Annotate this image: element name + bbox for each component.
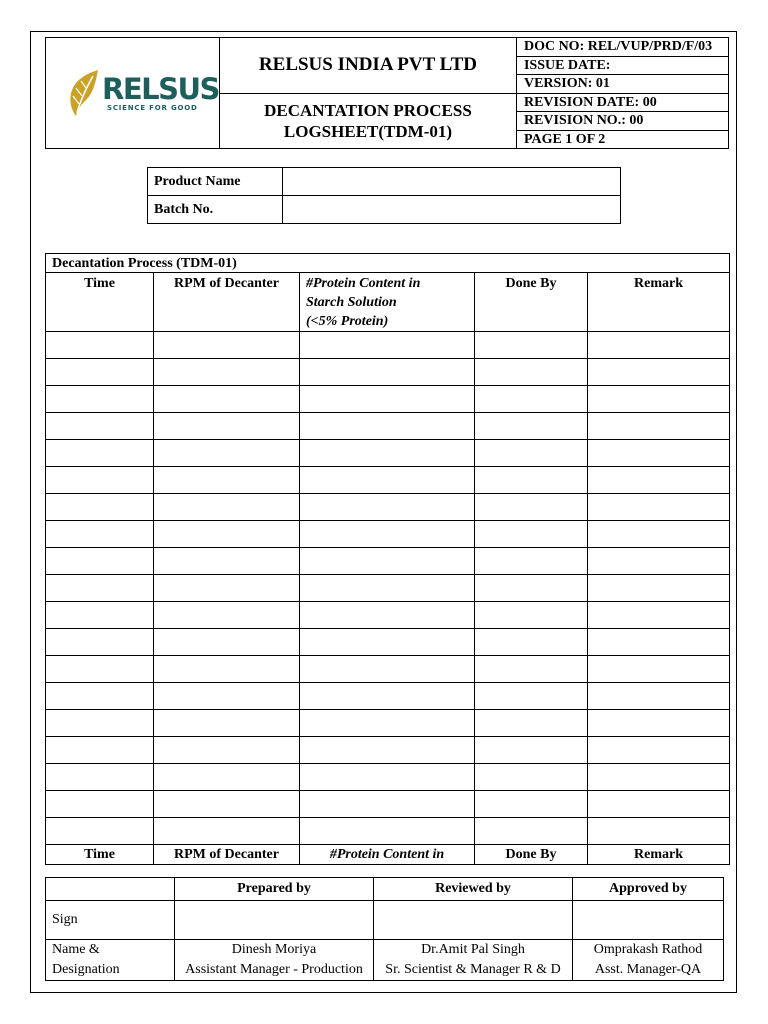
log-cell-remark[interactable] <box>588 737 730 764</box>
logo-cell <box>46 38 220 149</box>
log-cell-protein[interactable] <box>300 764 475 791</box>
log-cell-remark[interactable] <box>588 359 730 386</box>
product-info-table <box>147 167 621 224</box>
logo-name: RELSUS <box>102 72 219 106</box>
batch-no-field[interactable] <box>283 196 621 224</box>
approved-designation: Asst. Manager-QA <box>594 962 702 977</box>
log-cell-time[interactable] <box>46 629 154 656</box>
log-row <box>46 521 730 548</box>
log-cell-rpm[interactable] <box>154 332 300 359</box>
log-cell-rpm[interactable] <box>154 440 300 467</box>
log-cell-done-by[interactable] <box>475 575 588 602</box>
product-name-field[interactable] <box>283 168 621 196</box>
log-cell-time[interactable] <box>46 467 154 494</box>
reviewed-name: Dr.Amit Pal Singh <box>421 942 525 957</box>
foot-protein: #Protein Content in <box>300 845 475 865</box>
log-row <box>46 818 730 845</box>
log-row <box>46 791 730 818</box>
log-cell-done-by[interactable] <box>475 656 588 683</box>
log-cell-time[interactable] <box>46 440 154 467</box>
log-row <box>46 494 730 521</box>
log-cell-remark[interactable] <box>588 710 730 737</box>
version: VERSION: 01 <box>516 75 728 94</box>
log-cell-rpm[interactable] <box>154 521 300 548</box>
log-cell-done-by[interactable] <box>475 332 588 359</box>
log-cell-time[interactable] <box>46 494 154 521</box>
approved-name: Omprakash Rathod <box>593 942 703 957</box>
page-number: PAGE 1 OF 2 <box>516 130 728 149</box>
log-cell-remark[interactable] <box>588 332 730 359</box>
log-cell-rpm[interactable] <box>154 818 300 845</box>
log-cell-done-by[interactable] <box>475 548 588 575</box>
log-cell-done-by[interactable] <box>475 413 588 440</box>
log-cell-time[interactable] <box>46 656 154 683</box>
log-row <box>46 359 730 386</box>
col-done-by: Done By <box>475 273 588 332</box>
log-header-row <box>46 273 730 332</box>
log-row <box>46 467 730 494</box>
log-cell-protein[interactable] <box>300 548 475 575</box>
log-cell-done-by[interactable] <box>475 629 588 656</box>
log-cell-protein[interactable] <box>300 656 475 683</box>
batch-no-label: Batch No. <box>148 196 283 224</box>
log-row <box>46 683 730 710</box>
log-cell-rpm[interactable] <box>154 575 300 602</box>
log-row <box>46 710 730 737</box>
log-cell-protein[interactable] <box>300 440 475 467</box>
decantation-log-table <box>45 253 730 865</box>
foot-remark: Remark <box>588 845 730 865</box>
name-designation-label <box>46 940 175 981</box>
foot-time: Time <box>46 845 154 865</box>
log-cell-remark[interactable] <box>588 413 730 440</box>
col-rpm: RPM of Decanter <box>154 273 300 332</box>
log-cell-protein[interactable] <box>300 791 475 818</box>
log-row <box>46 764 730 791</box>
prepared-by-person <box>175 940 374 981</box>
company-name: RELSUS INDIA PVT LTD <box>219 38 516 94</box>
log-cell-time[interactable] <box>46 386 154 413</box>
log-cell-done-by[interactable] <box>475 359 588 386</box>
revision-date: REVISION DATE: 00 <box>516 93 728 112</box>
log-cell-protein[interactable] <box>300 413 475 440</box>
log-cell-remark[interactable] <box>588 602 730 629</box>
log-row <box>46 656 730 683</box>
product-name-label: Product Name <box>148 168 283 196</box>
log-cell-rpm[interactable] <box>154 737 300 764</box>
log-cell-protein[interactable] <box>300 710 475 737</box>
log-cell-remark[interactable] <box>588 764 730 791</box>
log-caption: Decantation Process (TDM-01) <box>46 254 730 273</box>
log-cell-done-by[interactable] <box>475 440 588 467</box>
log-row <box>46 602 730 629</box>
col-remark: Remark <box>588 273 730 332</box>
log-cell-done-by[interactable] <box>475 710 588 737</box>
log-cell-time[interactable] <box>46 710 154 737</box>
log-cell-protein[interactable] <box>300 818 475 845</box>
approved-by-header: Approved by <box>573 878 724 901</box>
logo-tagline: SCIENCE FOR GOOD <box>107 104 198 112</box>
log-cell-done-by[interactable] <box>475 386 588 413</box>
log-cell-remark[interactable] <box>588 521 730 548</box>
log-cell-remark[interactable] <box>588 575 730 602</box>
log-cell-time[interactable] <box>46 575 154 602</box>
log-cell-rpm[interactable] <box>154 683 300 710</box>
log-cell-time[interactable] <box>46 791 154 818</box>
col-protein-line-1: #Protein Content in <box>306 276 421 291</box>
col-protein-line-3: (<5% Protein) <box>306 314 389 329</box>
prepared-by-header: Prepared by <box>175 878 374 901</box>
log-cell-time[interactable] <box>46 548 154 575</box>
log-cell-rpm[interactable] <box>154 791 300 818</box>
log-cell-rpm[interactable] <box>154 386 300 413</box>
log-cell-protein[interactable] <box>300 494 475 521</box>
revision-no: REVISION NO.: 00 <box>516 112 728 131</box>
log-cell-protein[interactable] <box>300 575 475 602</box>
log-row <box>46 575 730 602</box>
log-row <box>46 737 730 764</box>
log-cell-remark[interactable] <box>588 656 730 683</box>
log-cell-time[interactable] <box>46 602 154 629</box>
log-cell-rpm[interactable] <box>154 467 300 494</box>
log-cell-time[interactable] <box>46 683 154 710</box>
prepared-sign-field[interactable] <box>175 901 374 940</box>
log-cell-remark[interactable] <box>588 440 730 467</box>
reviewed-by-person <box>374 940 573 981</box>
issue-date: ISSUE DATE: <box>516 56 728 75</box>
log-cell-time[interactable] <box>46 413 154 440</box>
approved-sign-field[interactable] <box>573 901 724 940</box>
document-header <box>45 37 729 149</box>
name-label-line-2: Designation <box>52 962 120 977</box>
log-cell-rpm[interactable] <box>154 494 300 521</box>
reviewed-by-header: Reviewed by <box>374 878 573 901</box>
log-cell-protein[interactable] <box>300 467 475 494</box>
log-row <box>46 386 730 413</box>
log-cell-rpm[interactable] <box>154 413 300 440</box>
log-row <box>46 548 730 575</box>
log-cell-rpm[interactable] <box>154 629 300 656</box>
sign-label: Sign <box>46 901 175 940</box>
title-line-2: LOGSHEET(TDM-01) <box>283 121 453 141</box>
reviewed-designation: Sr. Scientist & Manager R & D <box>385 962 561 977</box>
log-body <box>46 332 730 845</box>
leaf-icon <box>66 68 100 118</box>
log-cell-time[interactable] <box>46 737 154 764</box>
prepared-designation: Assistant Manager - Production <box>185 962 363 977</box>
reviewed-sign-field[interactable] <box>374 901 573 940</box>
log-cell-remark[interactable] <box>588 818 730 845</box>
log-cell-done-by[interactable] <box>475 764 588 791</box>
col-time: Time <box>46 273 154 332</box>
col-protein <box>300 273 475 332</box>
log-cell-protein[interactable] <box>300 737 475 764</box>
foot-rpm: RPM of Decanter <box>154 845 300 865</box>
log-cell-rpm[interactable] <box>154 359 300 386</box>
log-cell-time[interactable] <box>46 332 154 359</box>
approval-table <box>45 877 724 981</box>
log-row <box>46 332 730 359</box>
foot-done-by: Done By <box>475 845 588 865</box>
log-row <box>46 413 730 440</box>
log-cell-time[interactable] <box>46 818 154 845</box>
log-cell-done-by[interactable] <box>475 683 588 710</box>
approved-by-person <box>573 940 724 981</box>
approval-corner <box>46 878 175 901</box>
log-cell-rpm[interactable] <box>154 656 300 683</box>
log-cell-done-by[interactable] <box>475 602 588 629</box>
col-protein-line-2: Starch Solution <box>306 295 397 310</box>
log-cell-done-by[interactable] <box>475 494 588 521</box>
log-cell-protein[interactable] <box>300 386 475 413</box>
log-cell-time[interactable] <box>46 764 154 791</box>
log-cell-time[interactable] <box>46 521 154 548</box>
log-cell-protein[interactable] <box>300 683 475 710</box>
log-cell-remark[interactable] <box>588 467 730 494</box>
log-cell-remark[interactable] <box>588 548 730 575</box>
log-cell-protein[interactable] <box>300 521 475 548</box>
company-logo <box>46 68 219 118</box>
log-cell-rpm[interactable] <box>154 602 300 629</box>
title-line-1: DECANTATION PROCESS <box>264 100 472 120</box>
log-footer-row <box>46 845 730 865</box>
log-cell-done-by[interactable] <box>475 737 588 764</box>
log-row <box>46 629 730 656</box>
log-cell-rpm[interactable] <box>154 764 300 791</box>
doc-no: DOC NO: REL/VUP/PRD/F/03 <box>516 38 728 57</box>
log-cell-remark[interactable] <box>588 629 730 656</box>
log-cell-remark[interactable] <box>588 791 730 818</box>
log-cell-rpm[interactable] <box>154 710 300 737</box>
log-cell-done-by[interactable] <box>475 791 588 818</box>
log-cell-done-by[interactable] <box>475 818 588 845</box>
log-cell-protein[interactable] <box>300 602 475 629</box>
log-row <box>46 440 730 467</box>
log-cell-remark[interactable] <box>588 683 730 710</box>
log-cell-protein[interactable] <box>300 359 475 386</box>
log-cell-protein[interactable] <box>300 332 475 359</box>
log-cell-rpm[interactable] <box>154 548 300 575</box>
log-cell-done-by[interactable] <box>475 467 588 494</box>
document-title <box>219 93 516 149</box>
prepared-name: Dinesh Moriya <box>231 942 317 957</box>
log-cell-done-by[interactable] <box>475 521 588 548</box>
name-label-line-1: Name & <box>52 942 100 957</box>
log-cell-time[interactable] <box>46 359 154 386</box>
log-cell-remark[interactable] <box>588 494 730 521</box>
log-cell-remark[interactable] <box>588 386 730 413</box>
log-cell-protein[interactable] <box>300 629 475 656</box>
